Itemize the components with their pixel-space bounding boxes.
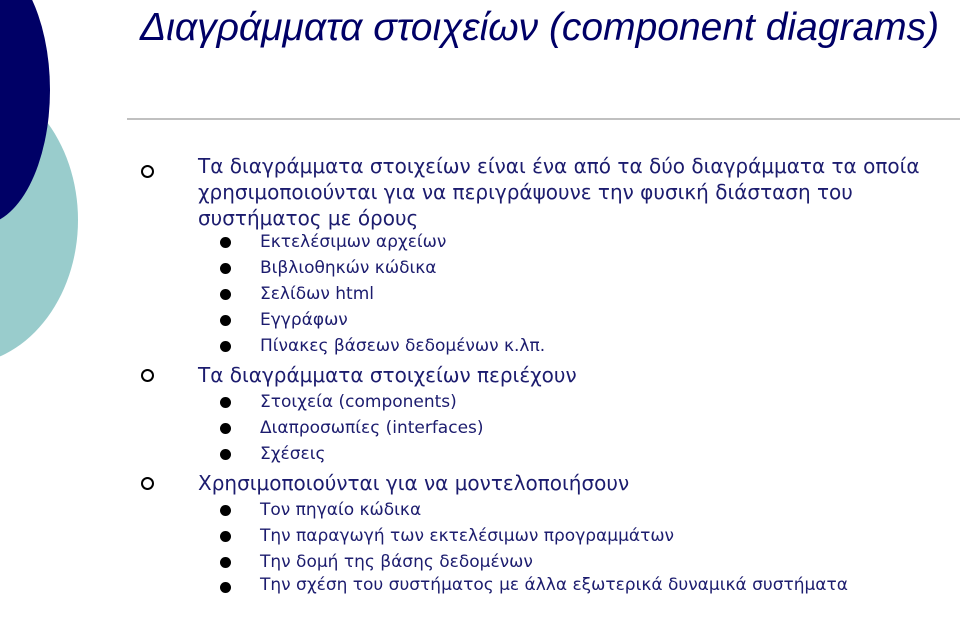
hollow-circle-bullet-icon	[141, 165, 154, 178]
bullet-2-sub-3: Σχέσεις	[260, 444, 326, 464]
bullet-2-sub-2: Διαπροσωπίες (interfaces)	[260, 418, 484, 438]
bullet-3-sub-4: Την σχέση του συστήματος με άλλα εξωτερικά δυναμικά συστήματα	[260, 575, 848, 595]
bullet-1-text: Τα διαγράμματα στοιχείων είναι ένα από τα δύο διαγράμματα τα οποία χρησιμοποιούνται για να περιγράψουνε την φυσική διάσταση του συστήματος με όρους	[198, 154, 920, 230]
filled-circle-bullet-icon	[220, 505, 231, 516]
filled-circle-bullet-icon	[220, 315, 231, 326]
bullet-3-sub-2: Την παραγωγή των εκτελέσιμων προγραμμάτων	[260, 526, 675, 546]
filled-circle-bullet-icon	[220, 423, 231, 434]
filled-circle-bullet-icon	[220, 557, 231, 568]
bullet-1-sub-1: Εκτελέσιμων αρχείων	[260, 232, 447, 252]
hollow-circle-bullet-icon	[141, 477, 154, 490]
filled-circle-bullet-icon	[220, 397, 231, 408]
filled-circle-bullet-icon	[220, 531, 231, 542]
slide-title: Διαγράμματα στοιχείων (component diagrams)	[140, 6, 940, 49]
bullet-1-sub-5: Πίνακες βάσεων δεδομένων κ.λπ.	[260, 336, 546, 356]
bullet-1-sub-2: Βιβλιοθηκών κώδικα	[260, 258, 437, 278]
filled-circle-bullet-icon	[220, 237, 231, 248]
filled-circle-bullet-icon	[220, 449, 231, 460]
bullet-1-sub-4: Εγγράφων	[260, 310, 348, 330]
bullet-2-text: Τα διαγράμματα στοιχείων περιέχουν	[198, 363, 577, 387]
bullet-2-sub-1: Στοιχεία (components)	[260, 392, 457, 412]
bullet-1-sub-3: Σελίδων html	[260, 284, 375, 304]
filled-circle-bullet-icon	[220, 289, 231, 300]
bullet-3-sub-1: Τον πηγαίο κώδικα	[260, 500, 422, 520]
bullet-3-sub-3: Την δομή της βάσης δεδομένων	[260, 552, 533, 572]
bullet-3-text: Χρησιμοποιούνται για να μοντελοποιήσουν	[198, 471, 630, 495]
filled-circle-bullet-icon	[220, 582, 231, 593]
filled-circle-bullet-icon	[220, 263, 231, 274]
filled-circle-bullet-icon	[220, 341, 231, 352]
hollow-circle-bullet-icon	[141, 369, 154, 382]
